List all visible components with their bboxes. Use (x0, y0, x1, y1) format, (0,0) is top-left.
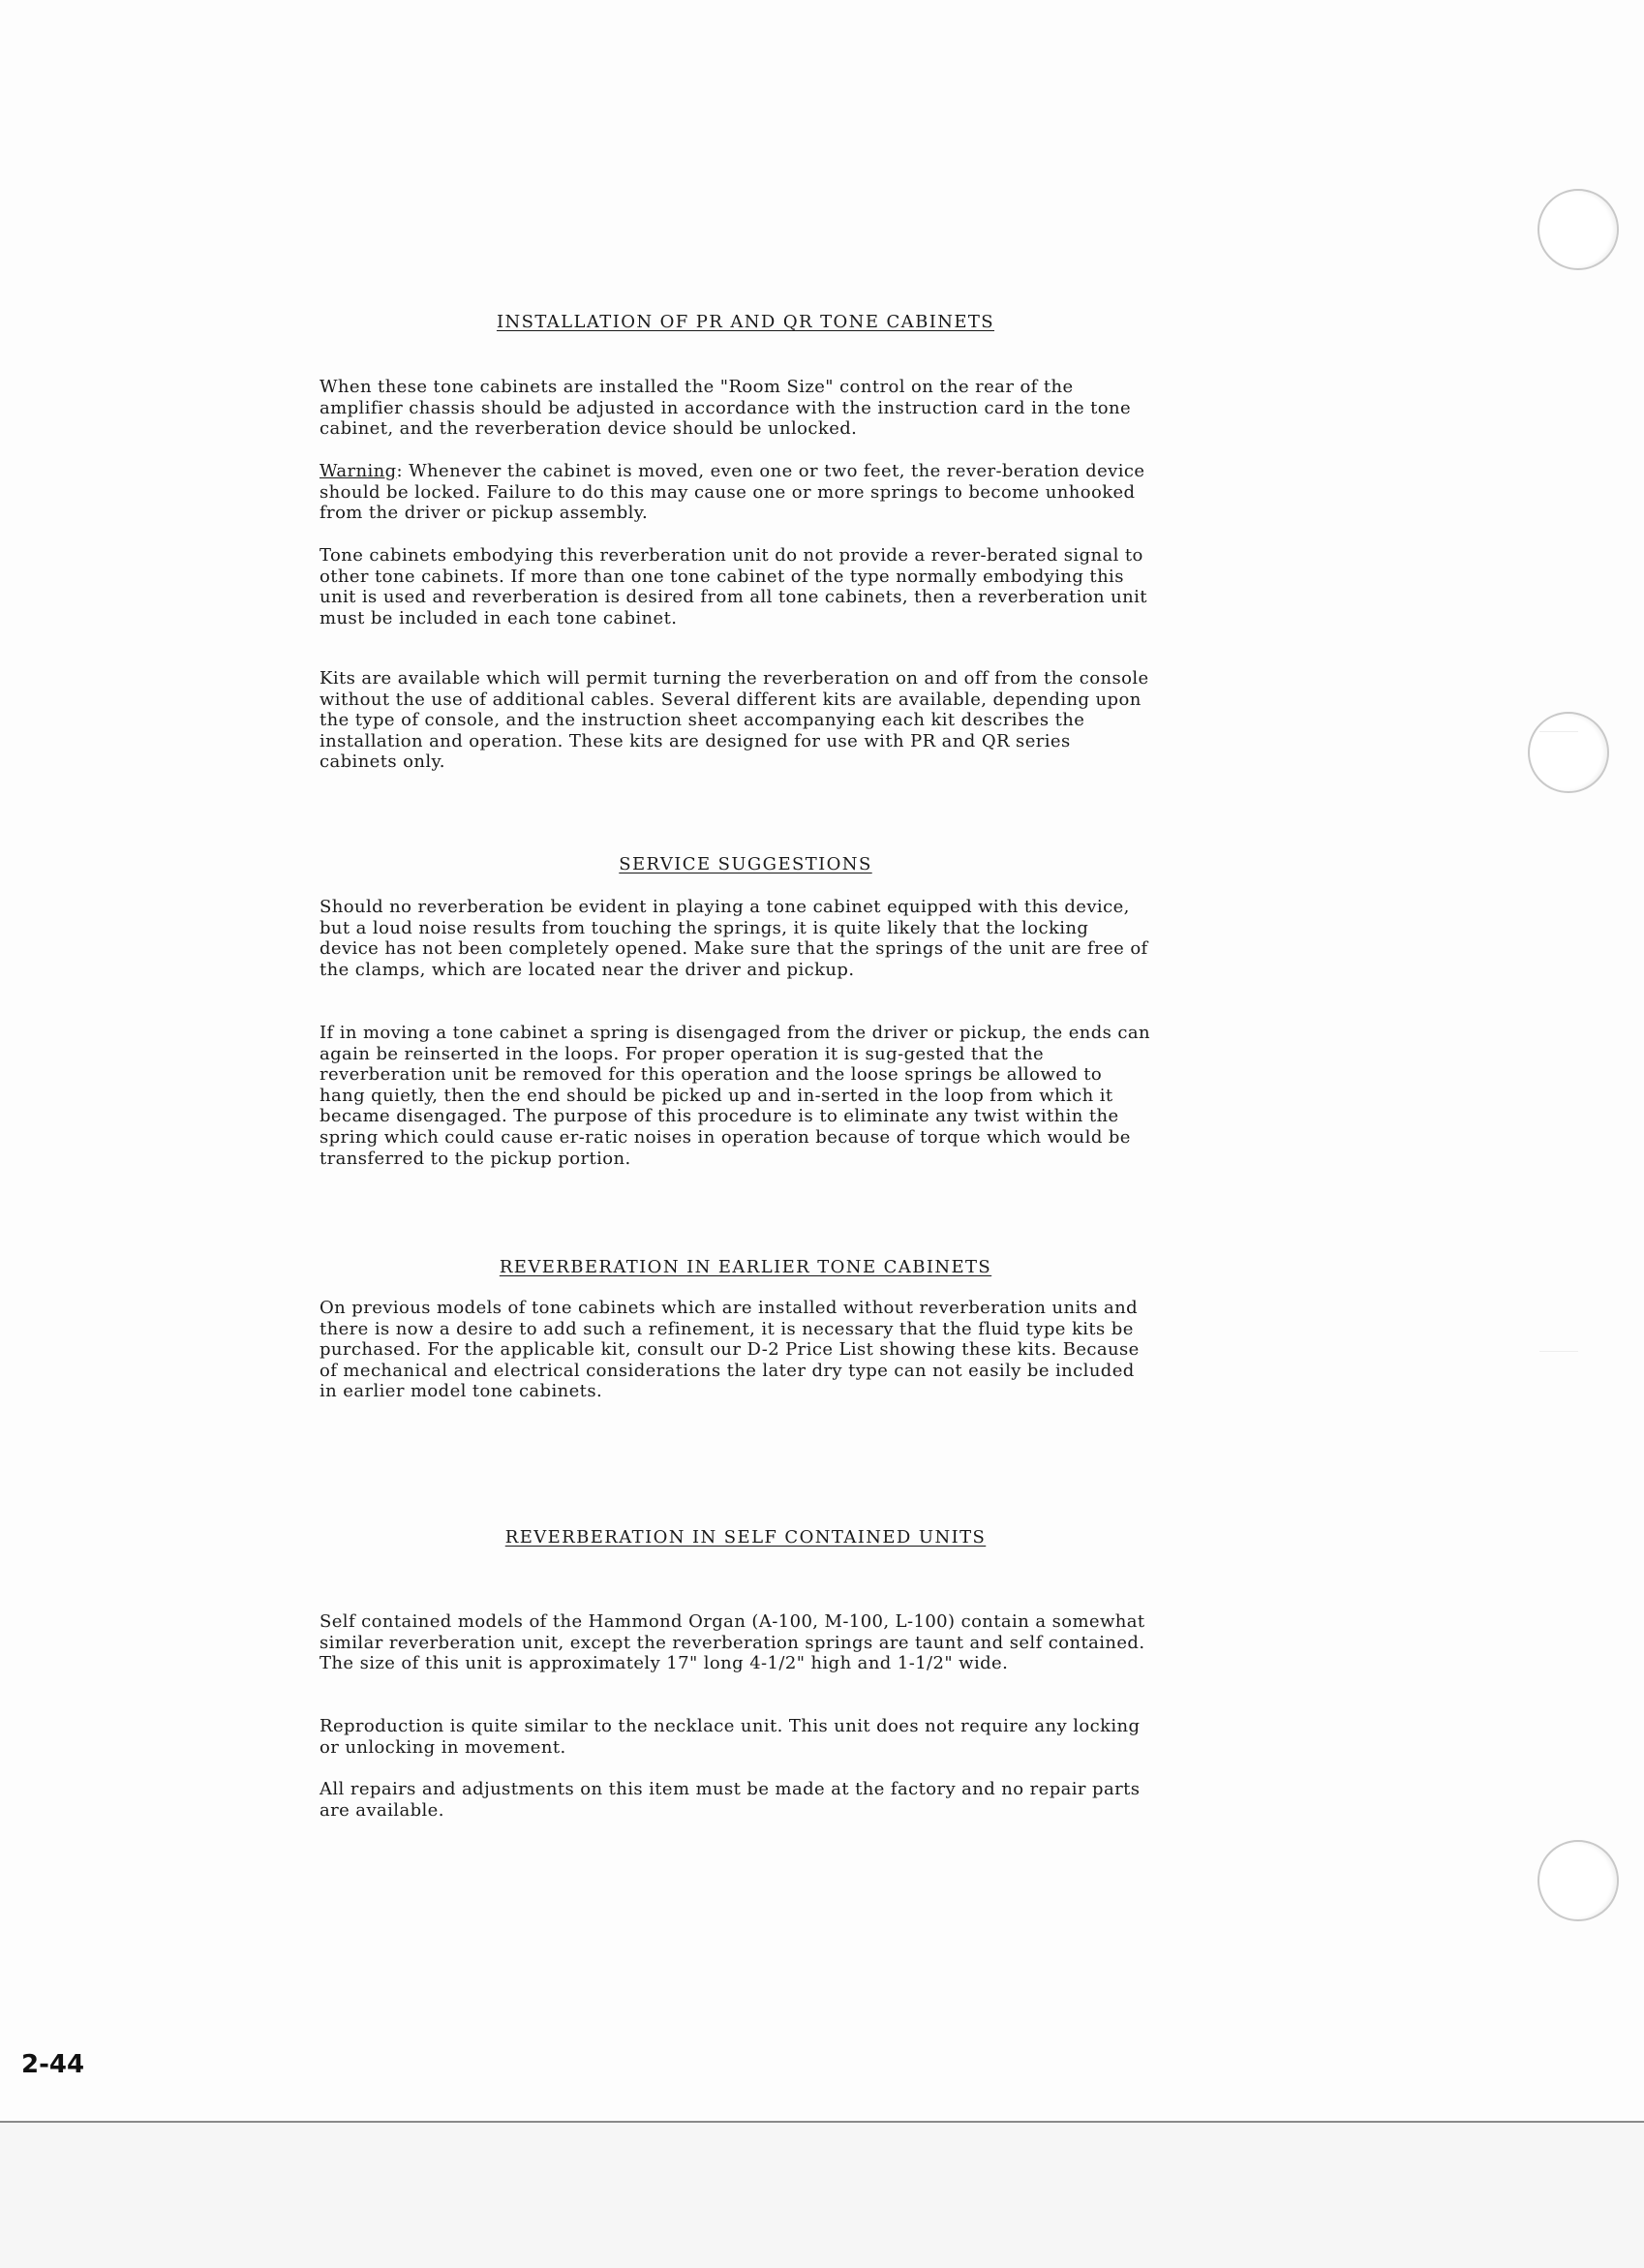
earlier-cabinets-paragraph: On previous models of tone cabinets which are installed without reverberation units and there is now a desire to add such a refinement, it is necessary that the fluid type kits be purchased. For the applicable kit, consult our D-2 Price List showing these kits. Because of mechanical and electrical considerations the later dry type can not easily be included in earlier model tone cabinets. (320, 1298, 1140, 1402)
service-paragraph-2: If in moving a tone cabinet a spring is disengaged from the driver or pickup, the ends can again be reinserted in the loops. For proper operation it is sug-gested that the reverberation unit be removed for this operation and the loose springs be allowed to hang quietly, then the end should be picked up and in-serted in the loop from which it became disengaged. The purpose of this procedure is to eliminate any twist within the spring which could cause er-ratic noises in operation because of torque which would be transferred to the pickup portion. (320, 1023, 1151, 1169)
installation-paragraph-4: Kits are available which will permit turning the reverberation on and off from the console without the use of additional cables. Several different kits are available, depending upon the type of console, and the instruction sheet accompanying each kit describes the installation and operation. These kits are designed for use with PR and QR series cabinets only. (320, 668, 1149, 773)
service-paragraph-1: Should no reverberation be evident in playing a tone cabinet equipped with this device, but a loud noise results from touching the springs, it is quite likely that the locking device has not been completely opened. Make sure that the springs of the unit are free of the clamps, which are located near the driver and pickup. (320, 897, 1148, 980)
self-contained-paragraph-3: All repairs and adjustments on this item must be made at the factory and no repair parts are available. (320, 1779, 1141, 1821)
scanner-background-strip (0, 2121, 1644, 2268)
self-contained-paragraph-2: Reproduction is quite similar to the necklace unit. This unit does not require any locking or unlocking in movement. (320, 1716, 1141, 1758)
warning-text: : Whenever the cabinet is moved, even one or two feet, the rever-beration device should be locked. Failure to do this may cause one or more springs to become unhooked from the driver or pickup assembly. (320, 461, 1145, 524)
page-number: 2-44 (21, 2050, 85, 2079)
punch-mark-1 (1539, 731, 1578, 732)
installation-paragraph-1: When these tone cabinets are installed the "Room Size" control on the rear of the amplifier chassis should be adjusted in accordance with the instruction card in the tone cabinet, and the reverberation device should be unlocked. (320, 377, 1132, 440)
installation-paragraph-3: Tone cabinets embodying this reverberation unit do not provide a rever-berated signal to other tone cabinets. If more than one tone cabinet of the type normally embodying this unit is used and reverberation is desired from all tone cabinets, then a reverberation unit must be included in each tone cabinet. (320, 545, 1147, 628)
service-heading: SERVICE SUGGESTIONS (619, 854, 872, 874)
punch-mark-2 (1539, 1351, 1578, 1352)
warning-label: Warning (320, 461, 397, 481)
punch-hole-3 (1537, 1840, 1619, 1921)
earlier-cabinets-heading: REVERBERATION IN EARLIER TONE CABINETS (499, 1257, 992, 1277)
installation-heading: INSTALLATION OF PR AND QR TONE CABINETS (496, 312, 995, 332)
punch-hole-2 (1528, 712, 1609, 793)
self-contained-heading: REVERBERATION IN SELF CONTAINED UNITS (504, 1527, 987, 1548)
punch-hole-1 (1537, 189, 1619, 270)
installation-warning-paragraph (320, 461, 1152, 524)
self-contained-paragraph-1: Self contained models of the Hammond Organ (A-100, M-100, L-100) contain a somewhat similar reverberation unit, except the reverberation springs are taunt and self contained. The size of this unit is approximately 17" long 4-1/2" high and 1-1/2" wide. (320, 1611, 1145, 1674)
